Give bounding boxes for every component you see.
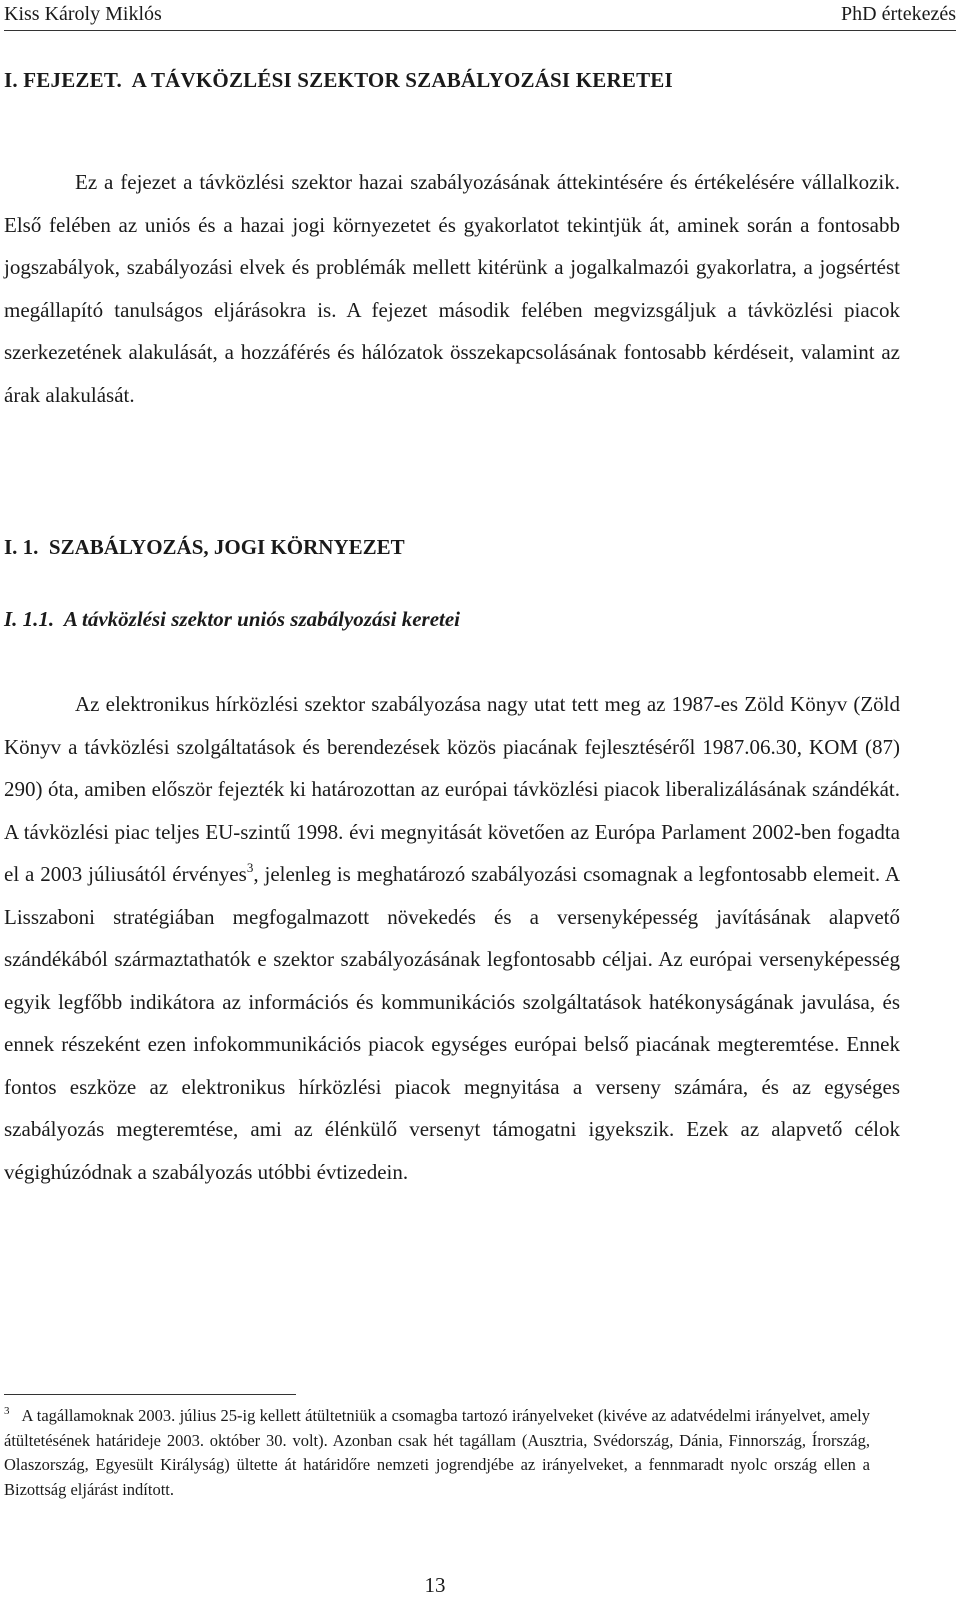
footnote — [4, 1404, 870, 1502]
footnote-separator — [4, 1394, 296, 1395]
section-title: I. 1. SZABÁLYOZÁS, JOGI KÖRNYEZET — [4, 535, 405, 559]
chapter-title: I. FEJEZET. A TÁVKÖZLÉSI SZEKTOR SZABÁLYOZÁSI KERETEI — [4, 68, 673, 92]
header-author: Kiss Károly Miklós — [4, 3, 162, 25]
running-header — [4, 0, 956, 31]
subsection-title: I. 1.1. A távközlési szektor uniós szabályozási keretei — [4, 607, 461, 631]
paragraph-text-part-1: Az elektronikus hírközlési szektor szabályozása nagy utat tett meg az 1987-es Zöld Könyv (Zöld Könyv a távközlési szolgáltatások és berendezések közös piacának fejlesztéséről 1987.06.30, KOM (87) 290) óta, amiben először fejezték ki határozottan az európai távközlési piacok liberalizálásának szándékát. A távközlési piac teljes EU-szintű 1998. évi megnyitását követően az Európa Parlament 2002-ben fogadta el a 2003 júliusától érvényes — [4, 692, 900, 886]
footnote-text: A tagállamoknak 2003. július 25-ig kellett átültetniük a csomagba tartozó irányelveket (kivéve az adatvédelmi irányelvet, amely átültetésének határideje 2003. október 30. volt). Azonban csak hét tagállam (Ausztria, Svédország, Dánia, Finnország, Írország, Olaszország, Egyesült Királyság) ültette át határidőre nemzeti jogrendjébe az irányelveket, a fennmaradt nyolc ország ellen a Bizottság eljárást indított. — [4, 1406, 870, 1499]
header-document-type: PhD értekezés — [841, 3, 956, 25]
chapter-intro-paragraph: Ez a fejezet a távközlési szektor hazai szabályozásának áttekintésére és értékelésére vállalkozik. Első felében az uniós és a hazai jogi környezetet és gyakorlatot tekintjük át, aminek során a fontosabb jogszabályok, szabályozási elvek és problémák mellett kitérünk a jogalkalmazói gyakorlatra, a jogsértést megállapító tanulságos eljárásokra is. A fejezet második felében megvizsgáljuk a távközlési piacok szerkezetének alakulását, a hozzáférés és hálózatok összekapcsolásának fontosabb kérdéseit, valamint az árak alakulását. — [4, 170, 900, 407]
footnote-reference[interactable]: 3 — [246, 860, 254, 875]
paragraph-text-part-2: , jelenleg is meghatározó szabályozási csomagnak a legfontosabb elemeit. A Lisszaboni stratégiában megfogalmazott növekedés és a versenyképesség javításának alapvető szándékából származtathatók e szektor szabályozásának legfontosabb céljai. Az európai versenyképesség egyik legfőbb indikátora az információs és kommunikációs szolgáltatások hatékonyságának javulása, és ennek részeként ezen infokommunikációs piacok egységes európai belső piacának megteremtése. Ennek fontos eszköze az elektronikus hírközlési piacok megnyitása a verseny számára, és az egységes szabályozás megteremtése, ami az élénkülő versenyt támogatni igyekszik. Ezek az alapvető célok végighúzódnak a szabályozás utóbbi évtizedein. — [4, 862, 900, 1184]
page-number: 13 — [424, 1573, 446, 1597]
footnote-number: 3 — [4, 1405, 10, 1417]
subsection-paragraph — [4, 683, 900, 1193]
